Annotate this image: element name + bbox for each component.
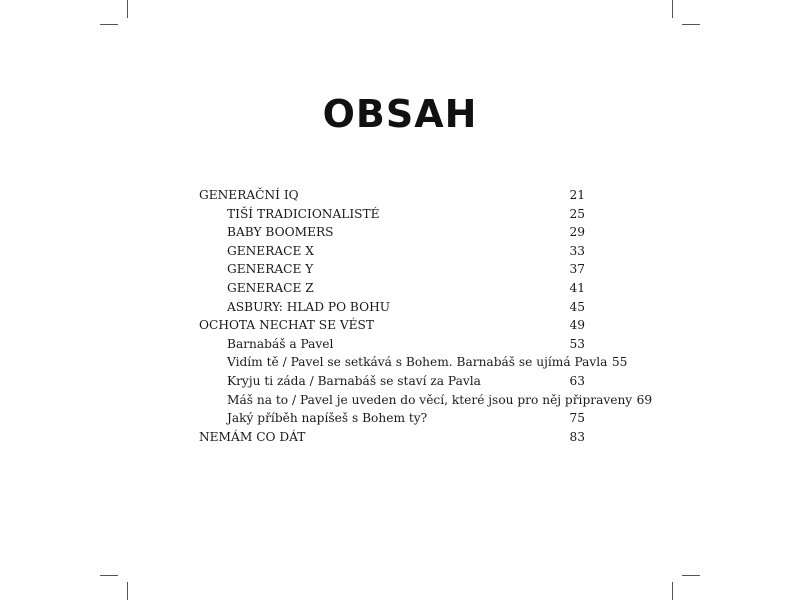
crop-mark-top-left-h [100, 24, 118, 25]
toc-entry-label: GENERACE Z [227, 280, 314, 295]
toc-entry-page: 29 [569, 225, 585, 240]
toc-entry-page: 45 [569, 299, 585, 314]
toc-entry-page: 83 [569, 429, 585, 444]
toc-entry-label: TIŠÍ TRADICIONALISTÉ [227, 206, 380, 221]
toc-entry-label: GENERAČNÍ IQ [199, 188, 299, 202]
toc-entry-label: BABY BOOMERS [227, 225, 334, 240]
toc-entry[interactable] [199, 205, 585, 224]
toc-entry-label: Vidím tě / Pavel se setkává s Bohem. Barnabáš se ujímá Pavla [227, 355, 608, 370]
toc-entry[interactable] [199, 428, 585, 447]
toc-entry-label: Barnabáš a Pavel [227, 336, 334, 351]
toc-entry-page: 41 [569, 280, 585, 295]
toc-entry-label: Máš na to / Pavel je uveden do věcí, které jsou pro něj připraveny [227, 392, 633, 407]
toc-entry-page: 21 [569, 188, 585, 202]
toc-entry[interactable] [199, 260, 585, 279]
toc-entry[interactable] [199, 298, 585, 317]
toc-entry-page: 55 [611, 355, 628, 370]
crop-mark-top-right-h [682, 24, 700, 25]
toc-entry-page: 25 [569, 206, 585, 221]
toc-entry-page: 75 [569, 411, 585, 426]
toc-entry-page: 33 [569, 243, 585, 258]
toc-entry[interactable] [199, 372, 585, 391]
toc-entry-page: 37 [569, 262, 585, 277]
toc-entry[interactable] [199, 316, 585, 335]
toc-entry[interactable] [199, 223, 585, 242]
toc-entry-label: Kryju ti záda / Barnabáš se staví za Pavla [227, 373, 481, 388]
toc-entry[interactable] [199, 242, 585, 261]
toc-entry[interactable] [199, 409, 585, 428]
toc-entry-page: 63 [569, 373, 585, 388]
crop-mark-bottom-left-h [100, 575, 118, 576]
crop-mark-top-right [672, 0, 673, 18]
crop-mark-top-left [127, 0, 128, 18]
toc-entry-page: 69 [636, 392, 653, 407]
crop-mark-bottom-right [672, 582, 673, 600]
toc-entry-label: GENERACE X [227, 243, 314, 258]
toc-entry-page: 49 [569, 318, 585, 333]
toc-entry[interactable] [199, 391, 653, 410]
toc-entry-label: ASBURY: HLAD PO BOHU [227, 299, 391, 314]
toc-entry[interactable] [199, 279, 585, 298]
toc-entry-label: GENERACE Y [227, 262, 314, 277]
table-of-contents [199, 186, 653, 446]
crop-mark-bottom-right-h [682, 575, 700, 576]
toc-entry-label: OCHOTA NECHAT SE VÉST [199, 318, 375, 333]
toc-entry[interactable] [199, 353, 628, 372]
toc-entry-page: 53 [569, 336, 585, 351]
toc-entry[interactable] [199, 186, 585, 205]
crop-mark-bottom-left [127, 582, 128, 600]
toc-entry-label: NEMÁM CO DÁT [199, 429, 306, 444]
toc-entry-label: Jaký příběh napíšeš s Bohem ty? [227, 411, 428, 426]
toc-entry[interactable] [199, 335, 585, 354]
page-title: OBSAH [322, 92, 478, 136]
